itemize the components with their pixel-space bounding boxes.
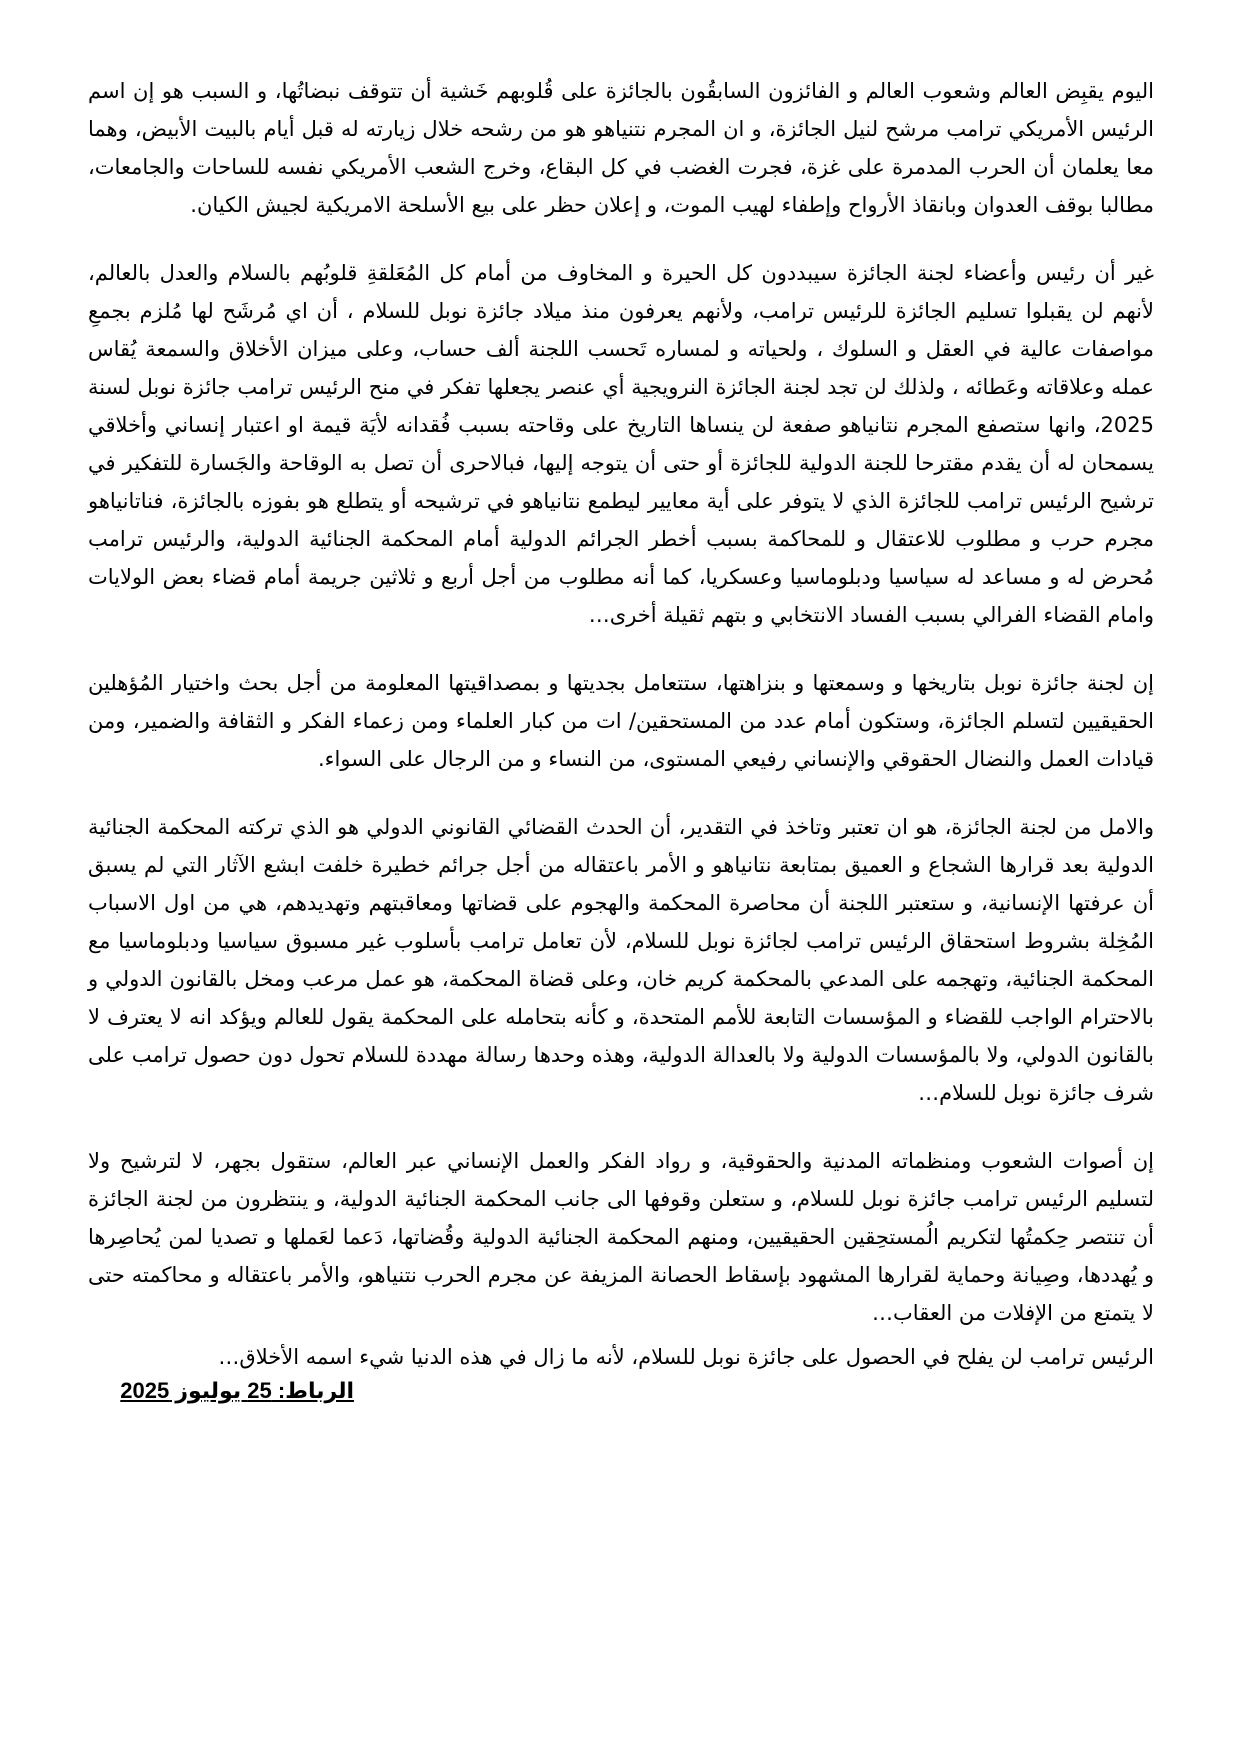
signature-date: الرباط: 25 يوليوز 2025	[120, 1378, 354, 1403]
paragraph-1: اليوم يقبِض العالم وشعوب العالم و الفائزون السابقُون بالجائزة على قُلوبهم خَشية أن تتوقف نبضاتُها، و السبب هو إن اسم الرئيس الأمريكي ترامب مرشح لنيل الجائزة، و ان المجرم نتنياهو هو من رشحه خلال زيارته له قبل أيام بالبيت الأبيض، وهما معا يعلمان أن الحرب المدمرة على غزة، فجرت الغضب في كل البقاع، وخرج الشعب الأمريكي نفسه للساحات والجامعات، مطالبا بوقف العدوان وبانقاذ الأرواح وإطفاء لهيب الموت، و إعلان حظر على بيع الأسلحة الامريكية لجيش الكيان.	[88, 79, 1154, 217]
paragraph-4: والامل من لجنة الجائزة، هو ان تعتبر وتاخذ في التقدير، أن الحدث القضائي القانوني الدولي هو الذي تركته المحكمة الجنائية الدولية بعد قرارها الشجاع و العميق بمتابعة نتانياهو و الأمر باعتقاله من أجل جرائم خطيرة خلفت ابشع الآثار التي لم يسبق أن عرفتها الإنسانية، و ستعتبر اللجنة أن محاصرة المحكمة والهجوم على قضاتها ومعاقبتهم وتهديدهم، هي من اول الاسباب المُخِلة بشروط استحقاق الرئيس ترامب لجائزة نوبل للسلام، لأن تعامل ترامب بأسلوب غير مسبوق سياسيا ودبلوماسيا مع المحكمة الجنائية، وتهجمه على المدعي بالمحكمة كريم خان، وعلى قضاة المحكمة، هو عمل مرعب ومخل بالقانون الدولي و بالاحترام الواجب للقضاء و المؤسسات التابعة للأمم المتحدة، و كأنه بتحامله على المحكمة يقول للعالم ويؤكد انه لا يعترف لا بالقانون الدولي، ولا بالمؤسسات الدولية ولا بالعدالة الدولية، وهذه وحدها رسالة مهددة للسلام تحول دون حصول ترامب على شرف جائزة نوبل للسلام…	[88, 815, 1154, 1105]
paragraph-3: إن لجنة جائزة نوبل بتاريخها و وسمعتها و بنزاهتها، ستتعامل بجديتها و بمصداقيتها المعلومة من أجل بحث واختيار المُؤهلين الحقيقيين لتسلم الجائزة، وستكون أمام عدد من المستحقين/ ات من كبار العلماء ومن زعماء الفكر و الثقافة والضمير، ومن قيادات العمل والنضال الحقوقي والإنساني رفيعي المستوى، من النساء و من الرجال على السواء.	[88, 671, 1154, 771]
paragraph-2: غير أن رئيس وأعضاء لجنة الجائزة سيبددون كل الحيرة و المخاوف من أمام كل المُعَلقةِ قلوبُهم بالسلام والعدل بالعالم، لأنهم لن يقبلوا تسليم الجائزة للرئيس ترامب، ولأنهم يعرفون منذ ميلاد جائزة نوبل للسلام ، أن اي مُرشَح لها مُلزم بجمعِ مواصفات عالية في العقل و السلوك ، ولحياته و لمساره تَحسب اللجنة ألف حساب، وعلى ميزان الأخلاق والسمعة يُقاس عمله وعلاقاته وعَطائه ، ولذلك لن تجد لجنة الجائزة النرويجية أي عنصر يجعلها تفكر في منح الرئيس ترامب جائزة نوبل لسنة 2025، وانها ستصفع المجرم نتانياهو صفعة لن ينساها التاريخ على وقاحته بسبب فُقدانه لأيَة قيمة او اعتبار إنساني وأخلاقي يسمحان له أن يقدم مقترحا للجنة الدولية للجائزة أو حتى أن يتوجه إليها، فبالاحرى أن تصل به الوقاحة والجَسارة للتفكير في ترشيح الرئيس ترامب للجائزة الذي لا يتوفر على أية معايير ليطمع نتانياهو في ترشيحه أو يتطلع هو بفوزه بالجائزة، فناتانياهو مجرم حرب و مطلوب للاعتقال و للمحاكمة بسبب أخطر الجرائم الدولية أمام المحكمة الجنائية الدولية، والرئيس ترامب مُحرض له و مساعد له سياسيا ودبلوماسيا وعسكريا، كما أنه مطلوب من أجل أربع و ثلاثين جريمة أمام قضاء بعض الولايات وامام القضاء الفرالي بسبب الفساد الانتخابي و بتهم ثقيلة أخرى…	[88, 261, 1154, 627]
document-page	[88, 72, 1154, 1406]
paragraph-5: إن أصوات الشعوب ومنظماته المدنية والحقوقية، و رواد الفكر والعمل الإنساني عبر العالم، ستقول بجهر، لا لترشيح ولا لتسليم الرئيس ترامب جائزة نوبل للسلام، و ستعلن وقوفها الى جانب المحكمة الجنائية الدولية، و ينتظرون من لجنة الجائزة أن تنتصر حِكمتُها لتكريم الُمستحِقين الحقيقيين، ومنهم المحكمة الجنائية الدولية وقُضاتها، دَعما لعَملها و تصديا لمن يُحاصِرها و يُهددها، وصِيانة وحماية لقرارها المشهود بإسقاط الحصانة المزيفة عن مجرم الحرب نتنياهو، والأمر باعتقاله و محاكمته حتى لا يتمتع من الإفلات من العقاب…	[88, 1149, 1154, 1325]
closing-line: الرئيس ترامب لن يفلح في الحصول على جائزة نوبل للسلام، لأنه ما زال في هذه الدنيا شيء اسمه الأخلاق…	[218, 1345, 1154, 1369]
